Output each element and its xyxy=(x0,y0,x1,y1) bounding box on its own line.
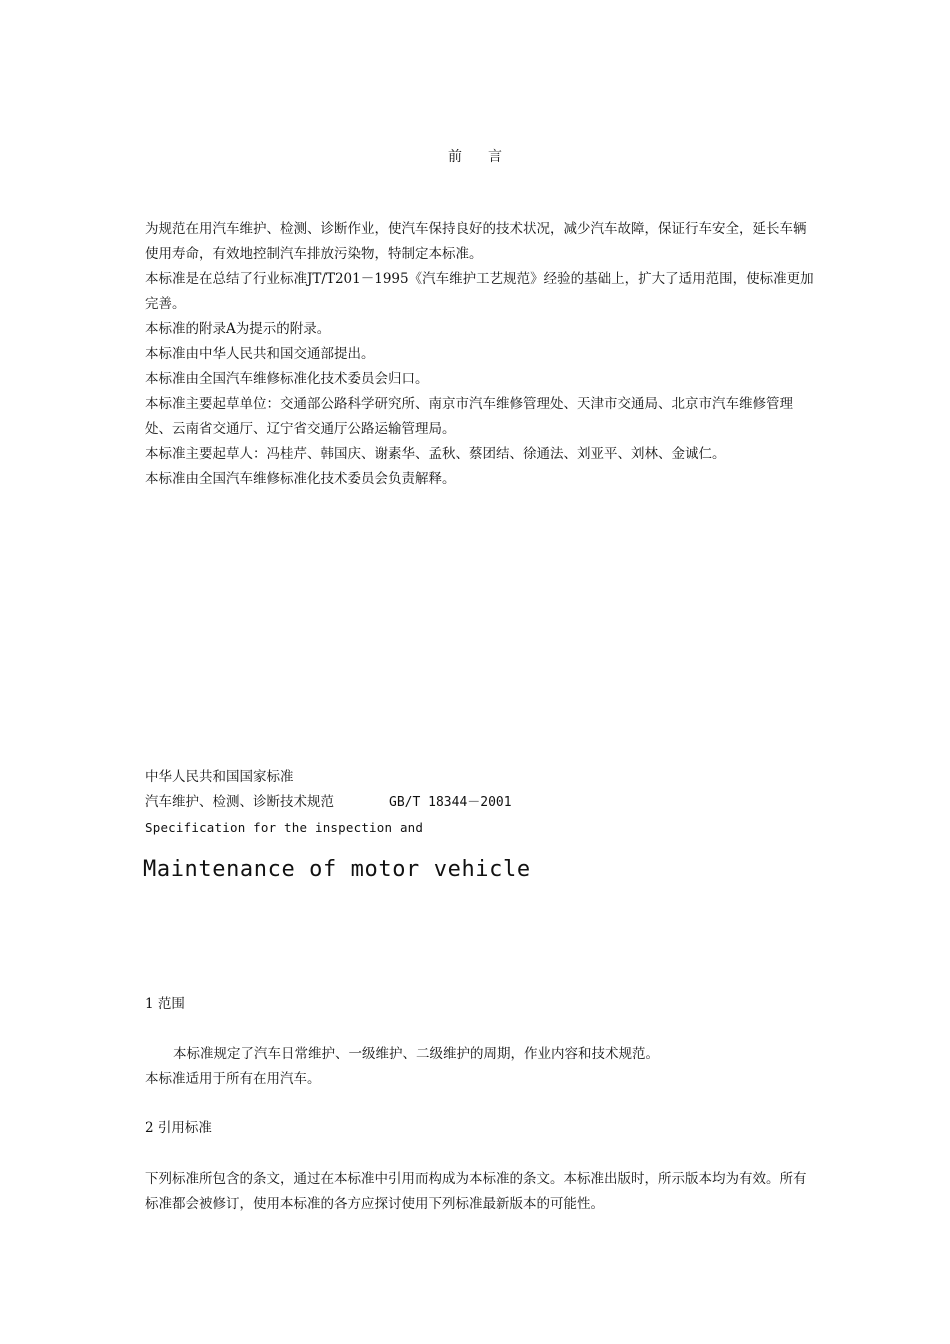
standard-country-line: 中华人民共和国国家标准 xyxy=(145,769,294,785)
foreword-paragraph-proposer: 本标准由中华人民共和国交通部提出。 xyxy=(145,346,375,362)
foreword-paragraph-appendix: 本标准的附录A为提示的附录。 xyxy=(145,321,331,337)
foreword-paragraph-drafting-units: 本标准主要起草单位：交通部公路科学研究所、南京市汽车维修管理处、天津市交通局、北京市汽车维修管理处、云南省交通厅、辽宁省交通厅公路运输管理局。 xyxy=(145,396,793,437)
section-2-paragraph: 下列标准所包含的条文，通过在本标准中引用而构成为本标准的条文。本标准出版时，所示版本均为有效。所有标准都会被修订，使用本标准的各方应探讨使用下列标准最新版本的可能性。 xyxy=(145,1171,807,1212)
section-2-heading: 2 引用标准 xyxy=(145,1120,212,1136)
standard-code: GB/T 18344－2001 xyxy=(389,795,512,810)
foreword-paragraph-interpretation: 本标准由全国汽车维修标准化技术委员会负责解释。 xyxy=(145,471,456,487)
section-1-scope-line: 本标准规定了汽车日常维护、一级维护、二级维护的周期，作业内容和技术规范。 xyxy=(173,1046,659,1062)
section-1-applicability-line: 本标准适用于所有在用汽车。 xyxy=(145,1071,321,1087)
standard-chinese-title: 汽车维护、检测、诊断技术规范 xyxy=(145,794,334,810)
foreword-title: 前言 xyxy=(448,149,528,165)
foreword-paragraph-purpose: 为规范在用汽车维护、检测、诊断作业，使汽车保持良好的技术状况，减少汽车故障，保证行车安全，延长车辆使用寿命，有效地控制汽车排放污染物，特制定本标准。 xyxy=(145,221,807,262)
foreword-paragraph-committee: 本标准由全国汽车维修标准化技术委员会归口。 xyxy=(145,371,429,387)
foreword-paragraph-drafters: 本标准主要起草人：冯桂芹、韩国庆、谢素华、孟秋、蔡团结、徐通法、刘亚平、刘林、金诚仁。 xyxy=(145,446,726,462)
standard-english-title-line2: Maintenance of motor vehicle xyxy=(143,857,531,882)
foreword-paragraph-basis: 本标准是在总结了行业标准JT/T201－1995《汽车维护工艺规范》经验的基础上，扩大了适用范围，使标准更加完善。 xyxy=(145,271,814,312)
standard-english-title-line1: Specification for the inspection and xyxy=(145,820,424,835)
section-1-heading: 1 范围 xyxy=(145,996,185,1012)
